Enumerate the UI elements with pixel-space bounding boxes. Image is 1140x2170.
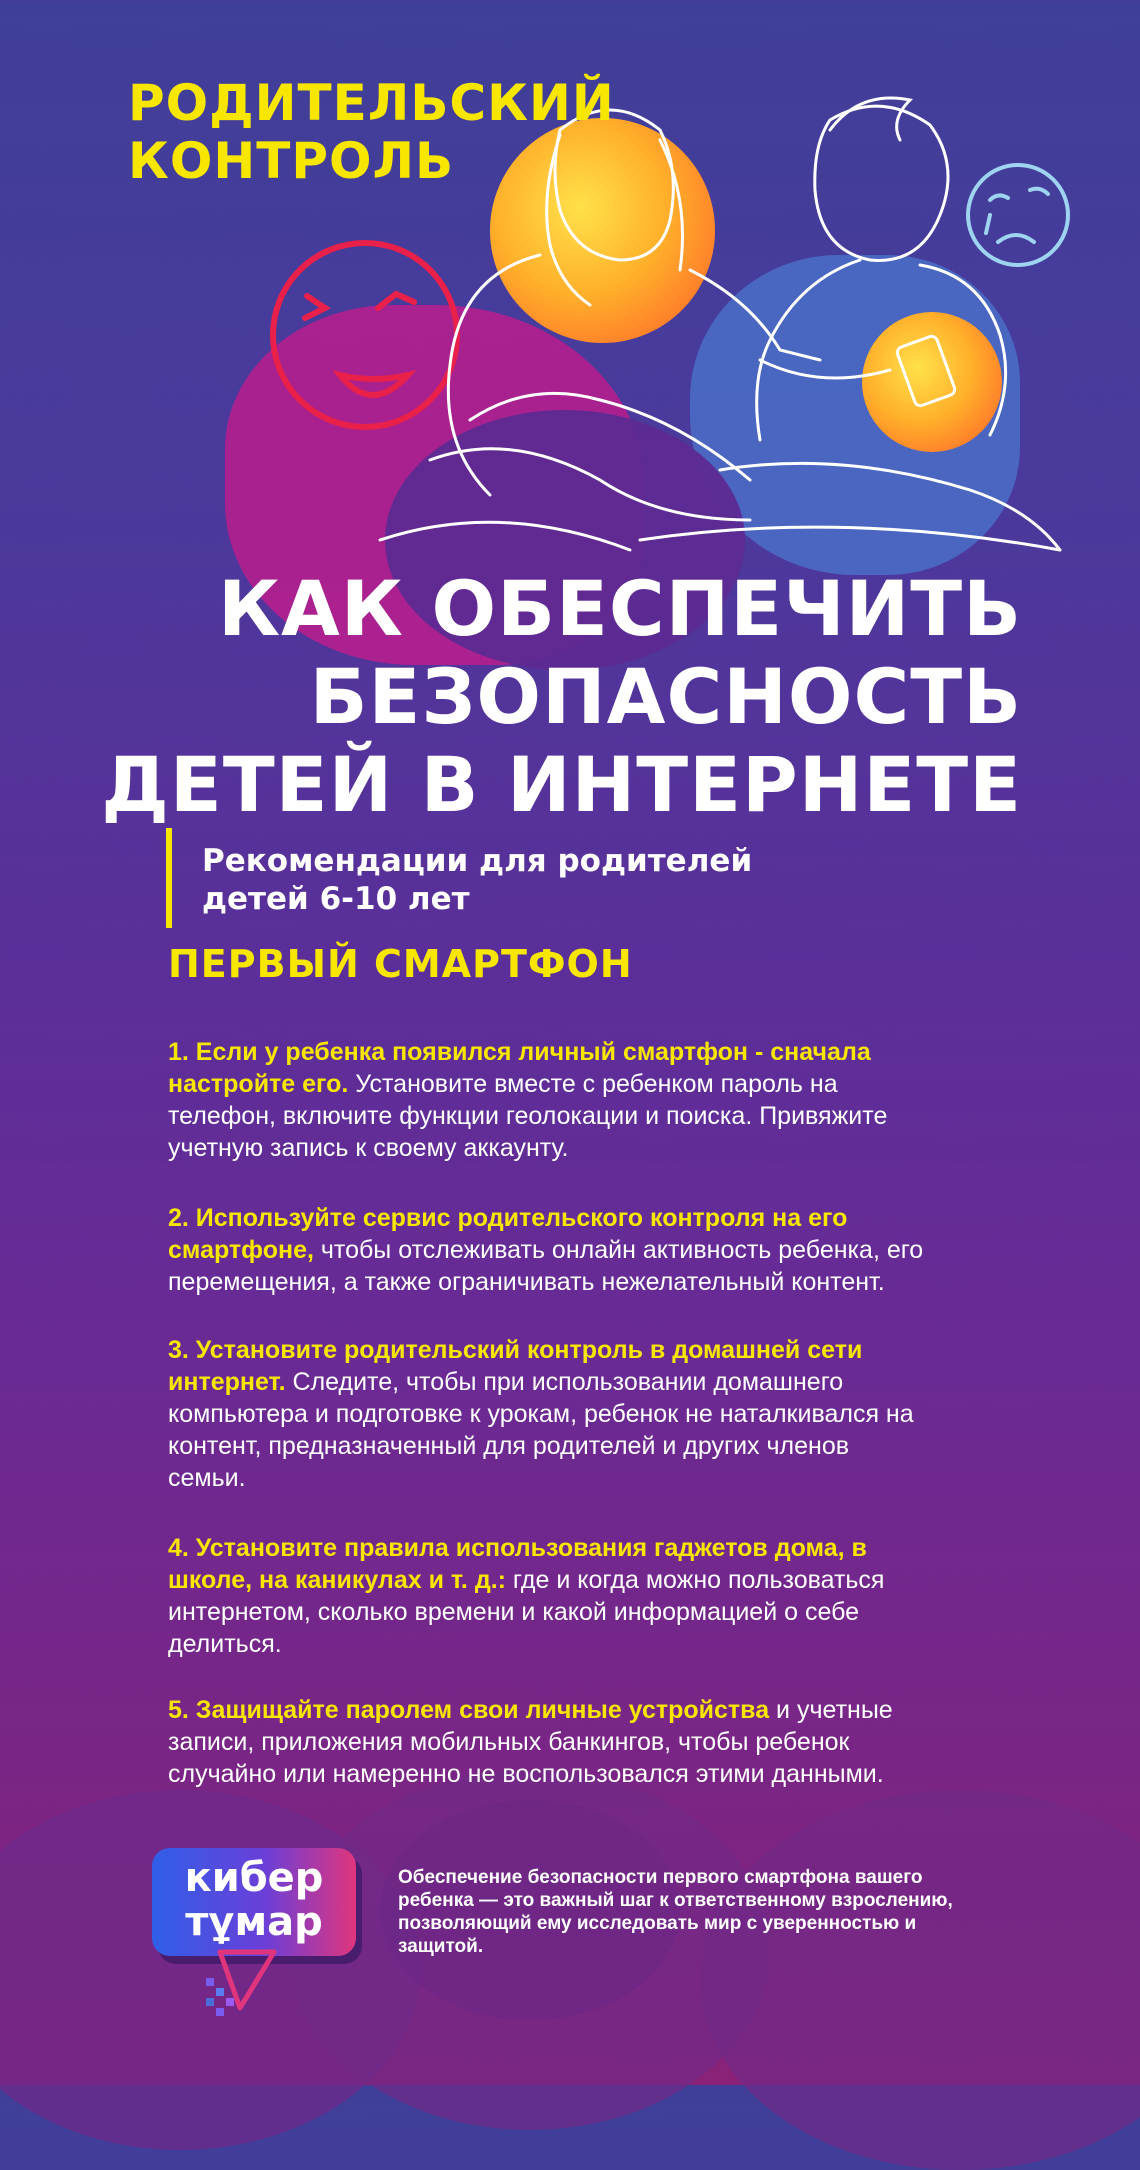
laughing-emoji-icon <box>273 243 457 427</box>
recommendation-text: перемещения, а также ограничивать нежелательный контент. <box>168 1268 885 1296</box>
recommendation-text: учетную запись к своему аккаунту. <box>168 1134 569 1162</box>
kiber-tumar-logo <box>152 1848 356 1956</box>
recommendation-highlight: интернет. <box>168 1368 286 1396</box>
recommendation-5 <box>168 1694 1002 1790</box>
recommendation-4 <box>168 1532 1002 1660</box>
subtitle-line1: Рекомендации для родителей <box>202 843 753 879</box>
header-title-line2: КОНТРОЛЬ <box>128 132 455 190</box>
logo-line2: тұмар <box>185 1899 323 1945</box>
recommendation-text: Следите, чтобы при использовании домашнего <box>285 1368 844 1396</box>
recommendation-text: семьи. <box>168 1464 246 1492</box>
recommendation-highlight: школе, на каникулах и т. д.: <box>168 1566 506 1594</box>
footer-text-line1: Обеспечение безопасности первого смартфона вашего <box>398 1867 923 1888</box>
recommendation-1 <box>168 1036 1002 1164</box>
smartphone-icon <box>896 335 957 408</box>
recommendation-text: интернетом, сколько времени и какой информацией о себе <box>168 1598 860 1626</box>
footer-text-line2: ребенка — это важный шаг к ответственному взрослению, <box>398 1890 953 1911</box>
footer-text-line4: защитой. <box>398 1936 484 1957</box>
footer-text-line3: позволяющий ему исследовать мир с уверенностью и <box>398 1913 917 1934</box>
footer-text <box>398 1866 998 1958</box>
header-title-line1: РОДИТЕЛЬСКИЙ <box>128 74 615 132</box>
recommendation-text: компьютера и подготовке к урокам, ребенок не наталкивался на <box>168 1400 914 1428</box>
recommendation-highlight: 4. Установите правила использования гаджетов дома, в <box>168 1534 867 1562</box>
logo-pointer-icon <box>200 1948 290 2028</box>
crying-emoji-icon <box>968 165 1068 265</box>
subtitle-block <box>166 828 862 928</box>
recommendation-text: делиться. <box>168 1630 282 1658</box>
main-title <box>101 565 1022 829</box>
recommendation-highlight: 2. Используйте сервис родительского контроля на его <box>168 1204 848 1232</box>
boy-outline <box>640 98 1060 550</box>
recommendation-text: записи, приложения мобильных банкингов, чтобы ребенок <box>168 1728 850 1756</box>
logo-line1: кибер <box>184 1855 324 1901</box>
recommendation-2 <box>168 1202 1002 1298</box>
section-title: ПЕРВЫЙ СМАРТФОН <box>168 942 633 986</box>
subtitle <box>202 842 862 918</box>
footer-cloud-right <box>700 1790 1140 2170</box>
recommendation-highlight: 1. Если у ребенка появился личный смартфон - сначала <box>168 1038 871 1066</box>
header-title <box>128 74 615 190</box>
main-title-line1: КАК ОБЕСПЕЧИТЬ <box>217 564 1022 653</box>
recommendation-text: телефон, включите функции геолокации и поиска. Привяжите <box>168 1102 888 1130</box>
recommendation-text: контент, предназначенный для родителей и других членов <box>168 1432 850 1460</box>
main-title-line2: БЕЗОПАСНОСТЬ <box>309 652 1022 741</box>
recommendation-highlight: 5. Защищайте паролем свои личные устройства <box>168 1696 770 1724</box>
recommendation-highlight: 3. Установите родительский контроль в домашней сети <box>168 1336 863 1364</box>
recommendation-3 <box>168 1334 1002 1494</box>
recommendation-text: случайно или намеренно не воспользовался этими данными. <box>168 1760 884 1788</box>
subtitle-line2: детей 6-10 лет <box>202 881 470 917</box>
recommendation-text: Установите вместе с ребенком пароль на <box>348 1070 838 1098</box>
recommendation-highlight: смартфоне, <box>168 1236 314 1264</box>
recommendation-highlight: настройте его. <box>168 1070 349 1098</box>
recommendation-text: чтобы отслеживать онлайн активность ребенка, его <box>313 1236 924 1264</box>
recommendation-text: и учетные <box>769 1696 893 1724</box>
main-title-line3: ДЕТЕЙ В ИНТЕРНЕТЕ <box>101 740 1022 829</box>
recommendation-text: где и когда можно пользоваться <box>505 1566 885 1594</box>
